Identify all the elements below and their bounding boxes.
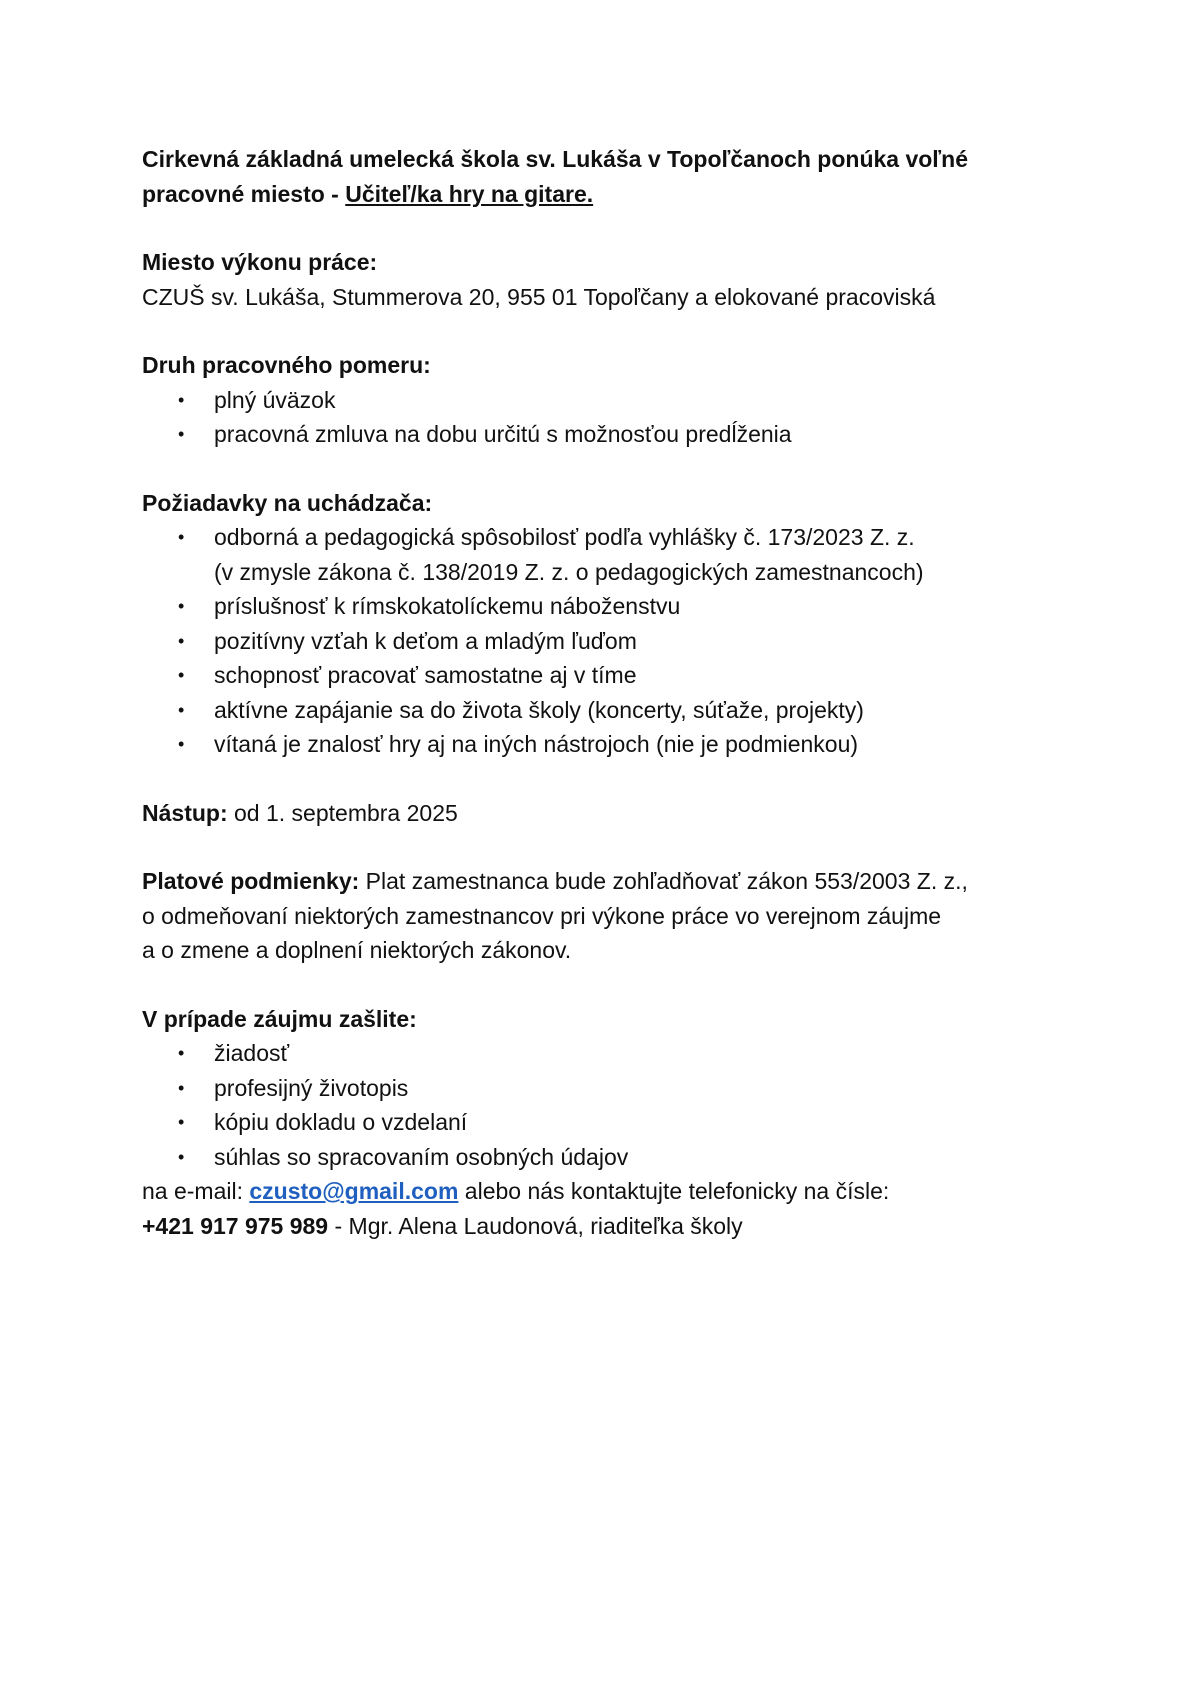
list-item: • pozitívny vzťah k deťom a mladým ľuďom (142, 624, 1062, 659)
title-line-1: Cirkevná základná umelecká škola sv. Lukáša v Topoľčanoch ponúka voľné (142, 146, 969, 172)
salary-line-3: a o zmene a doplnení niektorých zákonov. (142, 937, 572, 963)
list-item: • schopnosť pracovať samostatne aj v tíme (142, 658, 1062, 693)
title-prefix: pracovné miesto - (142, 180, 346, 207)
workplace-address: CZUŠ sv. Lukáša, Stummerova 20, 955 01 Topoľčany a elokované pracoviská (142, 283, 936, 310)
list-item: • profesijný životopis (142, 1071, 1062, 1106)
list-item: • plný úväzok (142, 383, 1062, 418)
list-item: • pracovná zmluva na dobu určitú s možnosťou predĺženia (142, 417, 1062, 452)
salary-label: Platové podmienky: (142, 868, 360, 894)
email-prefix: na e-mail: (142, 1178, 250, 1204)
document-content (142, 142, 1062, 1243)
workplace-section (142, 245, 1062, 314)
contact-person: - Mgr. Alena Laudonová, riaditeľka školy (328, 1212, 743, 1239)
list-item: • žiadosť (142, 1036, 1062, 1071)
salary-line-1 (142, 864, 1062, 899)
salary-text-1: Plat zamestnanca bude zohľadňovať zákon 553/2003 Z. z., (359, 868, 968, 894)
requirements-heading: Požiadavky na uchádzača: (142, 489, 433, 516)
start-date: od 1. septembra 2025 (227, 799, 458, 826)
page-title (142, 142, 1062, 211)
employment-heading: Druh pracovného pomeru: (142, 352, 431, 378)
email-link[interactable]: czusto@gmail.com (249, 1178, 459, 1204)
salary-line-2: o odmeňovaní niektorých zamestnancov pri výkone práce vo verejnom záujme (142, 902, 942, 929)
requirement-line-1: • odborná a pedagogická spôsobilosť podľa vyhlášky č. 173/2023 Z. z. (214, 524, 915, 550)
phone-number: +421 917 975 989 (142, 1212, 329, 1239)
list-item: • kópiu dokladu o vzdelaní (142, 1105, 1062, 1140)
list-item: • príslušnosť k rímskokatolíckemu náboženstvu (142, 589, 1062, 624)
employment-section (142, 348, 1062, 452)
workplace-heading: Miesto výkonu práce: (142, 249, 378, 275)
email-line (142, 1174, 1062, 1209)
email-suffix: alebo nás kontaktujte telefonicky na čísle: (458, 1178, 890, 1204)
employment-list (142, 383, 1062, 452)
requirements-section (142, 486, 1062, 762)
start-label: Nástup: (142, 799, 228, 826)
requirement-line-2: (v zmysle zákona č. 138/2019 Z. z. o pedagogických zamestnancoch) (214, 558, 924, 585)
list-item: • vítaná je znalosť hry aj na iných nástrojoch (nie je podmienkou) (142, 727, 1062, 762)
requirements-list (142, 520, 1062, 762)
apply-heading: V prípade záujmu zašlite: (142, 1005, 417, 1032)
job-position-title: Učiteľ/ka hry na gitare. (345, 180, 594, 207)
list-item: • súhlas so spracovaním osobných údajov (142, 1140, 1062, 1175)
title-line-2 (142, 177, 1062, 212)
list-item: • aktívne zapájanie sa do života školy (koncerty, súťaže, projekty) (142, 693, 1062, 728)
salary-section (142, 864, 1062, 968)
apply-section (142, 1002, 1062, 1244)
contact-line (142, 1209, 1062, 1244)
apply-list (142, 1036, 1062, 1174)
start-section (142, 796, 1062, 831)
list-item (142, 520, 1062, 589)
